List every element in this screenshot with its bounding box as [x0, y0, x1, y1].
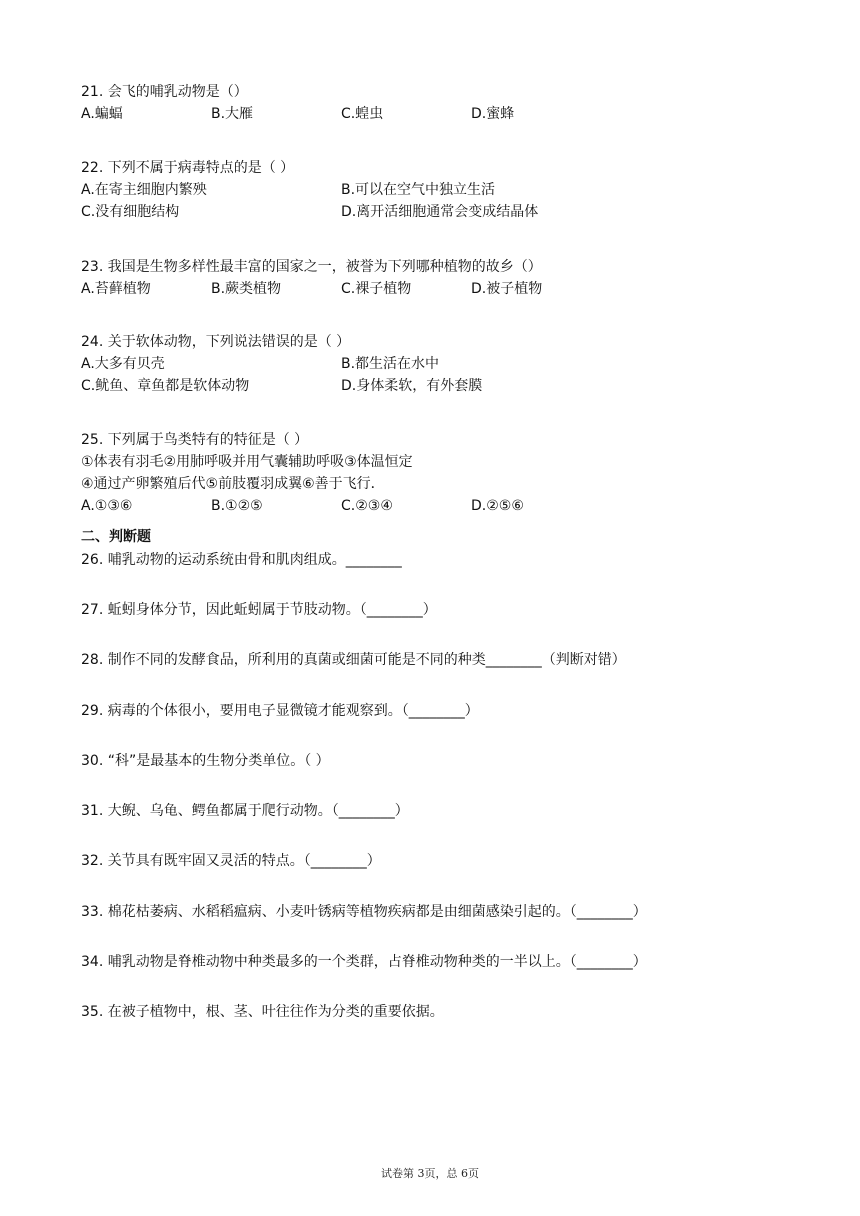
question-stem: 35. 在被子植物中，根、茎、叶往往作为分类的重要依据。 — [81, 1004, 444, 1020]
option-c: C.鱿鱼、章鱼都是软体动物 — [81, 378, 250, 394]
options-row — [81, 375, 781, 397]
options-row — [81, 495, 781, 517]
question-stem: 28. 制作不同的发酵食品，所利用的真菌或细菌可能是不同的种类________（判断对错） — [81, 652, 626, 668]
option-c: C.蝗虫 — [341, 106, 384, 122]
question-22 — [81, 157, 781, 223]
option-a: A.蝙蝠 — [81, 106, 123, 122]
question-21 — [81, 81, 781, 125]
question-stem: 24. 关于软体动物，下列说法错误的是（ ） — [81, 334, 351, 350]
question-stem: 23. 我国是生物多样性最丰富的国家之一，被誉为下列哪种植物的故乡（） — [81, 259, 542, 275]
question-32 — [81, 850, 781, 872]
option-a: A.大多有贝壳 — [81, 356, 165, 372]
options-row — [81, 353, 781, 375]
option-d: D.离开活细胞通常会变成结晶体 — [341, 204, 539, 220]
option-a: A.在寄主细胞内繁殃 — [81, 182, 207, 198]
question-stem: 27. 蚯蚓身体分节，因此蚯蚓属于节肢动物。（________） — [81, 602, 437, 618]
question-26 — [81, 549, 781, 571]
question-stem: 32. 关节具有既牢固又灵活的特点。（________） — [81, 853, 381, 869]
page-footer: 试卷第 3页，总 6页 — [381, 1167, 479, 1180]
question-stem: 30. “科”是最基本的生物分类单位。（ ） — [81, 753, 330, 769]
question-35 — [81, 1001, 781, 1023]
question-33 — [81, 901, 781, 923]
question-stem: 31. 大鲵、乌龟、鳄鱼都属于爬行动物。（________） — [81, 803, 409, 819]
option-d: D.蜜蜂 — [471, 106, 515, 122]
options-row — [81, 179, 781, 201]
question-extra-line: ④通过产卵繁殖后代⑤前肢覆羽成翼⑥善于飞行． — [81, 476, 385, 492]
question-stem: 26. 哺乳动物的运动系统由骨和肌肉组成。________ — [81, 552, 402, 568]
question-stem: 29. 病毒的个体很小，要用电子显微镜才能观察到。（________） — [81, 703, 479, 719]
question-extra-line: ①体表有羽毛②用肺呼吸并用气囊辅助呼吸③体温恒定 — [81, 454, 413, 470]
option-b: B.可以在空气中独立生活 — [341, 182, 496, 198]
option-b: B.蕨类植物 — [211, 281, 282, 297]
question-28 — [81, 649, 781, 671]
question-30 — [81, 750, 781, 772]
option-b: B.①②⑤ — [211, 498, 263, 514]
question-stem: 33. 棉花枯萎病、水稻稻瘟病、小麦叶锈病等植物疾病都是由细菌感染引起的。（________） — [81, 904, 647, 920]
option-c: C.②③④ — [341, 498, 393, 514]
options-row — [81, 278, 781, 300]
question-24 — [81, 331, 781, 397]
question-25 — [81, 429, 781, 517]
question-34 — [81, 951, 781, 973]
option-a: A.①③⑥ — [81, 498, 133, 514]
option-d: D.被子植物 — [471, 281, 543, 297]
question-stem: 21. 会飞的哺乳动物是（） — [81, 84, 248, 100]
option-d: D.身体柔软，有外套膜 — [341, 378, 483, 394]
option-c: C.没有细胞结构 — [81, 204, 180, 220]
option-d: D.②⑤⑥ — [471, 498, 524, 514]
question-31 — [81, 800, 781, 822]
question-27 — [81, 599, 781, 621]
question-stem: 25. 下列属于鸟类特有的特征是（ ） — [81, 432, 309, 448]
option-a: A.苔藓植物 — [81, 281, 151, 297]
option-b: B.都生活在水中 — [341, 356, 440, 372]
question-stem: 34. 哺乳动物是脊椎动物中种类最多的一个类群，占脊椎动物种类的一半以上。（________） — [81, 954, 647, 970]
options-row — [81, 201, 781, 223]
options-row — [81, 103, 781, 125]
option-c: C.裸子植物 — [341, 281, 412, 297]
question-29 — [81, 700, 781, 722]
question-23 — [81, 256, 781, 300]
section-title: 二、判断题 — [81, 529, 151, 545]
option-b: B.大雁 — [211, 106, 254, 122]
question-stem: 22. 下列不属于病毒特点的是（ ） — [81, 160, 295, 176]
